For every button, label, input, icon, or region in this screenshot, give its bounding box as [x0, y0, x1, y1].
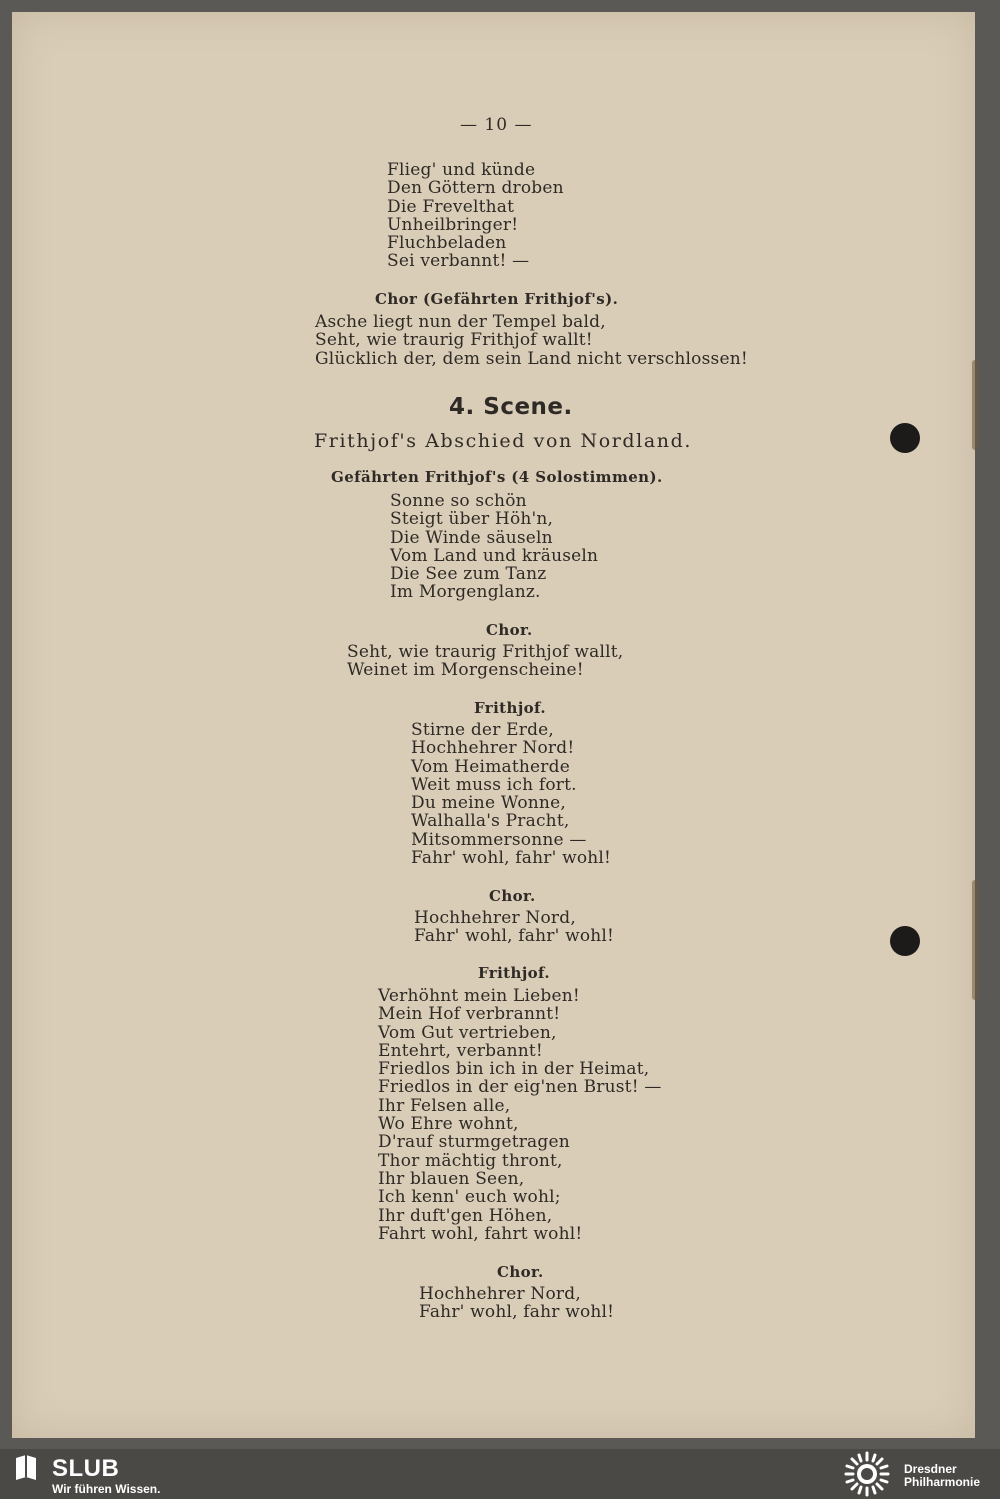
verse-line: Hochhehrer Nord, [414, 908, 576, 928]
verse-line: Fahrt wohl, fahrt wohl! [378, 1223, 583, 1244]
verse-line: Asche liegt nun der Tempel bald, [315, 312, 606, 332]
verse-block [378, 987, 662, 1243]
slub-tagline: Wir führen Wissen. [52, 1482, 161, 1496]
verse-line: Unheilbringer! [387, 214, 519, 235]
verse-line: Mitsommersonne — [411, 829, 587, 850]
edge-stain [972, 360, 978, 450]
verse-block [419, 1285, 614, 1322]
punch-hole [890, 423, 920, 453]
verse-line: Verhöhnt mein Lieben! [378, 986, 580, 1006]
speaker-heading: Chor. [489, 887, 536, 905]
verse-line: Sei verbannt! — [387, 251, 530, 272]
verse-line: Friedlos bin ich in der Heimat, [378, 1059, 650, 1080]
verse-block [414, 909, 614, 946]
verse-line: Im Morgenglanz. [390, 582, 541, 603]
verse-line: Fahr' wohl, fahr wohl! [419, 1302, 615, 1323]
verse-line: Friedlos in der eig'nen Brust! — [378, 1077, 662, 1098]
verse-line: Flieg' und künde [387, 160, 536, 180]
slub-book-icon [14, 1454, 38, 1482]
verse-line: Weinet im Morgenscheine! [347, 660, 584, 681]
scene-title: 4. Scene. [449, 394, 573, 420]
verse-line: Seht, wie traurig Frithjof wallt, [347, 642, 624, 662]
verse-line: Die Frevelthat [387, 196, 515, 217]
footer-bar [0, 1449, 1000, 1499]
verse-line: Vom Heimatherde [411, 756, 570, 777]
verse-line: Entehrt, verbannt! [378, 1040, 543, 1061]
verse-line: Fahr' wohl, fahr' wohl! [411, 848, 612, 869]
verse-line: Ihr Felsen alle, [378, 1095, 511, 1116]
verse-block [315, 313, 748, 368]
partner-name: Dresdner Philharmonie [904, 1462, 981, 1489]
verse-line: Hochhehrer Nord! [411, 738, 575, 759]
verse-line: Vom Land und kräuseln [390, 545, 599, 566]
speaker-heading: Frithjof. [478, 964, 550, 982]
verse-line: Mein Hof verbrannt! [378, 1004, 561, 1025]
punch-hole [890, 926, 920, 956]
verse-line: Ich kenn' euch wohl; [378, 1187, 561, 1208]
edge-stain [972, 880, 978, 1000]
scene-subtitle: Frithjof's Abschied von Nordland. [314, 430, 693, 452]
verse-line: Hochhehrer Nord, [419, 1284, 581, 1304]
verse-block [411, 721, 611, 867]
verse-line: Fahr' wohl, fahr' wohl! [414, 926, 615, 947]
verse-line: Seht, wie traurig Frithjof wallt! [315, 330, 593, 351]
verse-line: Steigt über Höh'n, [390, 509, 554, 530]
verse-line: Vom Gut vertrieben, [378, 1022, 557, 1043]
verse-line: Sonne so schön [390, 491, 527, 511]
slub-logo-text: SLUB [52, 1455, 120, 1482]
verse-block [387, 161, 564, 271]
verse-line: Walhalla's Pracht, [411, 811, 570, 832]
verse-block [347, 643, 623, 680]
speaker-heading: Frithjof. [474, 699, 546, 717]
verse-line: Ihr blauen Seen, [378, 1168, 525, 1189]
verse-line: Fluchbeladen [387, 233, 507, 254]
speaker-heading: Gefährten Frithjof's (4 Solostimmen). [331, 468, 663, 486]
page-number: — 10 — [460, 115, 533, 135]
verse-line: Thor mächtig thront, [378, 1150, 563, 1171]
verse-line: Wo Ehre wohnt, [378, 1114, 519, 1135]
verse-line: Den Göttern droben [387, 178, 564, 199]
verse-line: Die Winde säuseln [390, 527, 553, 548]
verse-line: Du meine Wonne, [411, 793, 566, 814]
philharmonie-sun-icon [842, 1451, 892, 1497]
speaker-heading: Chor (Gefährten Frithjof's). [375, 290, 619, 308]
speaker-heading: Chor. [486, 621, 533, 639]
verse-line: Die See zum Tanz [390, 564, 547, 585]
verse-block [390, 492, 598, 602]
verse-line: D'rauf sturmgetragen [378, 1132, 570, 1153]
verse-line: Stirne der Erde, [411, 720, 555, 740]
verse-line: Glücklich der, dem sein Land nicht verschlossen! [315, 348, 748, 369]
speaker-heading: Chor. [497, 1263, 544, 1281]
verse-line: Ihr duft'gen Höhen, [378, 1205, 553, 1226]
verse-line: Weit muss ich fort. [411, 774, 577, 795]
